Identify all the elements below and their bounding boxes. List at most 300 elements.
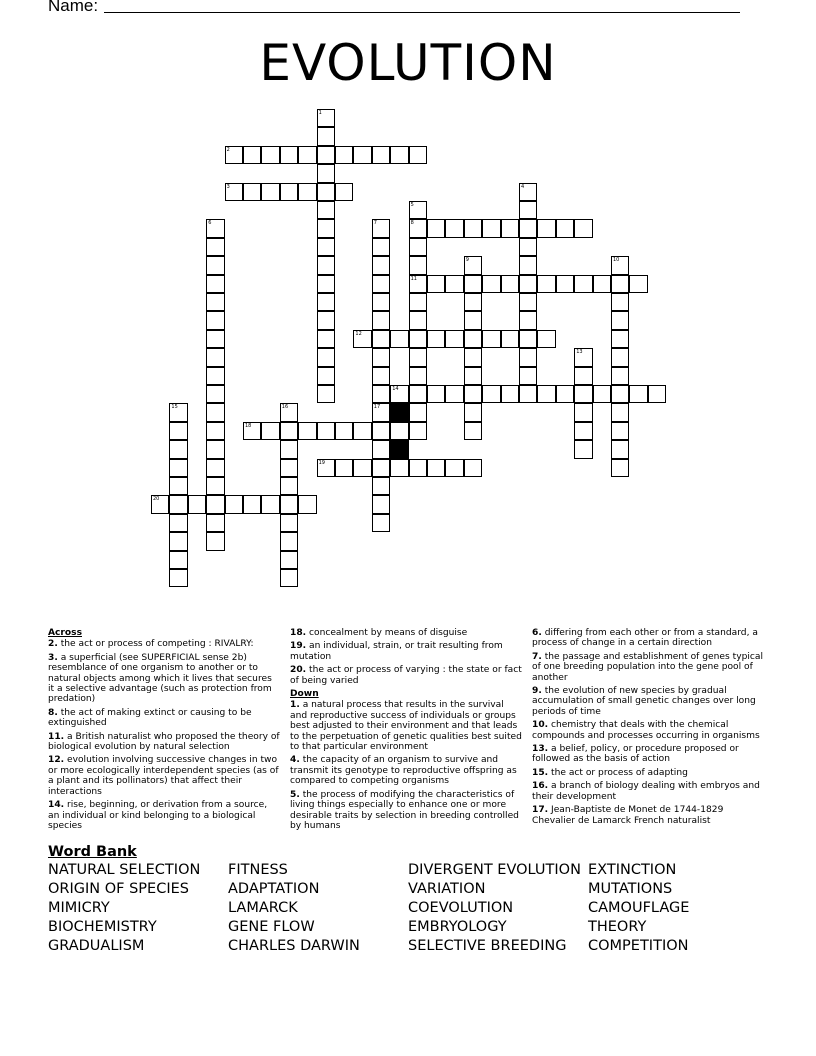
crossword-cell[interactable] — [464, 219, 482, 237]
word-bank-item: GRADUALISM — [48, 938, 145, 954]
crossword-cell[interactable] — [445, 330, 463, 348]
across-clue — [48, 708, 280, 729]
crossword-cell[interactable] — [298, 422, 316, 440]
crossword-cell[interactable] — [372, 422, 390, 440]
crossword-cell[interactable] — [519, 183, 537, 201]
crossword-cell[interactable] — [169, 514, 187, 532]
down-clue — [532, 652, 764, 683]
crossword-cell[interactable] — [482, 219, 500, 237]
crossword-cell[interactable] — [409, 219, 427, 237]
crossword-cell[interactable] — [556, 275, 574, 293]
clue-text: the passage and establishment of genes typical of one breeding population into the gene pool of another — [532, 651, 763, 683]
crossword-cell[interactable] — [261, 422, 279, 440]
crossword-cell[interactable] — [169, 551, 187, 569]
black-square — [390, 440, 408, 458]
word-bank-item: MIMICRY — [48, 900, 110, 916]
crossword-cell[interactable] — [206, 275, 224, 293]
clue-number-label: 4. — [290, 755, 300, 766]
down-clue — [532, 781, 764, 802]
crossword-cell[interactable] — [317, 201, 335, 219]
crossword-cell[interactable] — [261, 183, 279, 201]
crossword-cell[interactable] — [611, 459, 629, 477]
crossword-cell[interactable] — [464, 311, 482, 329]
crossword-cell[interactable] — [317, 256, 335, 274]
clue-number-label: 8. — [48, 707, 58, 718]
crossword-cell[interactable] — [409, 422, 427, 440]
clue-number: 14 — [392, 386, 399, 392]
crossword-cell[interactable] — [501, 275, 519, 293]
crossword-cell[interactable] — [372, 256, 390, 274]
crossword-cell[interactable] — [206, 348, 224, 366]
word-bank-item: COMPETITION — [588, 938, 689, 954]
crossword-cell[interactable] — [335, 183, 353, 201]
crossword-cell[interactable] — [280, 459, 298, 477]
crossword-cell[interactable] — [574, 422, 592, 440]
clue-text: differing from each other or from a standard, a process of change in a certain direction — [532, 628, 758, 649]
crossword-cell[interactable] — [169, 532, 187, 550]
crossword-cell[interactable] — [390, 330, 408, 348]
crossword-cell[interactable] — [445, 219, 463, 237]
crossword-cell[interactable] — [372, 330, 390, 348]
crossword-cell[interactable] — [206, 403, 224, 421]
crossword-cell[interactable] — [317, 275, 335, 293]
crossword-cell[interactable] — [206, 495, 224, 513]
clue-number-label: 6. — [532, 628, 542, 638]
clue-text: the process of modifying the characteristics of living things especially to enhance one or more desirable traits by selection in breeding controlled by humans — [290, 789, 519, 831]
crossword-cell[interactable] — [482, 275, 500, 293]
crossword-cell[interactable] — [519, 201, 537, 219]
crossword-cell[interactable] — [501, 219, 519, 237]
word-bank-title: Word Bank — [48, 844, 137, 860]
crossword-cell[interactable] — [280, 183, 298, 201]
crossword-cell[interactable] — [372, 146, 390, 164]
crossword-cell[interactable] — [427, 459, 445, 477]
crossword-cell[interactable] — [317, 293, 335, 311]
word-bank-item: LAMARCK — [228, 900, 298, 916]
crossword-cell[interactable] — [574, 367, 592, 385]
crossword-cell[interactable] — [372, 219, 390, 237]
clue-text: the evolution of new species by gradual accumulation of small genetic changes over long periods of time — [532, 686, 756, 717]
clue-text: chemistry that deals with the chemical compounds and processes occurring in organisms — [532, 720, 760, 741]
clue-text: a branch of biology dealing with embryos and their development — [532, 781, 760, 802]
crossword-cell[interactable] — [464, 385, 482, 403]
clue-number: 2 — [226, 146, 230, 153]
crossword-cell[interactable] — [372, 440, 390, 458]
crossword-cell[interactable] — [519, 311, 537, 329]
crossword-cell[interactable] — [353, 459, 371, 477]
crossword-cell[interactable] — [574, 348, 592, 366]
crossword-cell[interactable] — [280, 495, 298, 513]
crossword-cell[interactable] — [574, 403, 592, 421]
crossword-cell[interactable] — [317, 385, 335, 403]
crossword-cell[interactable] — [206, 311, 224, 329]
crossword-cell[interactable] — [188, 495, 206, 513]
clue-number-label: 10. — [532, 720, 549, 731]
clue-number: 17 — [373, 404, 381, 411]
clue-text: a natural process that results in the survival and reproductive success of individuals or groups best adjusted to their environment and that leads to the perpetuation of genetic qualities best suited to that particular environment — [290, 700, 522, 753]
crossword-cell[interactable] — [519, 219, 537, 237]
crossword-cell[interactable] — [611, 367, 629, 385]
crossword-cell[interactable] — [574, 275, 592, 293]
crossword-cell[interactable] — [317, 183, 335, 201]
crossword-cell[interactable] — [464, 367, 482, 385]
crossword-cell[interactable] — [574, 440, 592, 458]
crossword-cell[interactable] — [464, 348, 482, 366]
crossword-cell[interactable] — [445, 275, 463, 293]
clue-text: evolution involving successive changes in two or more ecologically interdependent species (as of a plant and its pollinators) that affect their interactions — [48, 755, 279, 797]
crossword-cell[interactable] — [501, 330, 519, 348]
crossword-cell[interactable] — [206, 459, 224, 477]
crossword-cell[interactable] — [372, 293, 390, 311]
crossword-cell[interactable] — [280, 440, 298, 458]
crossword-cell[interactable] — [501, 385, 519, 403]
crossword-cell[interactable] — [317, 109, 335, 127]
crossword-cell[interactable] — [464, 275, 482, 293]
crossword-cell[interactable] — [537, 275, 555, 293]
crossword-cell[interactable] — [519, 275, 537, 293]
crossword-cell[interactable] — [372, 495, 390, 513]
crossword-cell[interactable] — [280, 532, 298, 550]
word-bank-item: THEORY — [588, 919, 647, 935]
crossword-cell[interactable] — [593, 385, 611, 403]
across-clue — [48, 800, 280, 831]
crossword-cell[interactable] — [206, 293, 224, 311]
crossword-cell[interactable] — [409, 201, 427, 219]
word-bank-item: EMBRYOLOGY — [408, 919, 507, 935]
clue-text: the capacity of an organism to survive and transmit its genotype to reproductive offspring as compared to competing organisms — [290, 755, 517, 787]
crossword-cell[interactable] — [390, 385, 408, 403]
down-clue — [290, 755, 522, 786]
crossword-cell[interactable] — [206, 422, 224, 440]
crossword-cell[interactable] — [519, 367, 537, 385]
crossword-cell[interactable] — [317, 127, 335, 145]
crossword-cell[interactable] — [427, 385, 445, 403]
across-clue — [290, 665, 522, 686]
crossword-cell[interactable] — [206, 477, 224, 495]
clue-number: 9 — [465, 257, 469, 264]
crossword-cell[interactable] — [519, 293, 537, 311]
crossword-cell[interactable] — [169, 422, 187, 440]
clue-column-3 — [532, 628, 764, 829]
crossword-cell[interactable] — [464, 422, 482, 440]
crossword-cell[interactable] — [206, 330, 224, 348]
down-heading: Down — [290, 689, 319, 700]
crossword-cell[interactable] — [206, 256, 224, 274]
crossword-cell[interactable] — [298, 495, 316, 513]
clue-number: 4 — [521, 183, 525, 190]
crossword-cell[interactable] — [169, 569, 187, 587]
crossword-cell[interactable] — [519, 385, 537, 403]
word-bank-item: CAMOUFLAGE — [588, 900, 690, 916]
crossword-cell[interactable] — [519, 256, 537, 274]
crossword-cell[interactable] — [611, 403, 629, 421]
clue-text: rise, beginning, or derivation from a source, an individual or kind belonging to a biological species — [48, 800, 268, 831]
crossword-cell[interactable] — [243, 146, 261, 164]
crossword-cell[interactable] — [372, 367, 390, 385]
crossword-cell[interactable] — [482, 385, 500, 403]
crossword-cell[interactable] — [427, 219, 445, 237]
across-clue — [48, 755, 280, 797]
word-bank-item: NATURAL SELECTION — [48, 862, 201, 878]
clue-number: 7 — [373, 220, 377, 227]
crossword-cell[interactable] — [409, 275, 427, 293]
page-title: EVOLUTION — [259, 34, 557, 92]
clue-number-label: 3. — [48, 652, 58, 663]
clue-text: the act or process of varying : the state or fact of being varied — [290, 665, 522, 686]
crossword-cell[interactable] — [537, 219, 555, 237]
clue-number-label: 1. — [290, 700, 300, 711]
crossword-cell[interactable] — [317, 146, 335, 164]
crossword-cell[interactable] — [629, 275, 647, 293]
crossword-cell[interactable] — [409, 256, 427, 274]
crossword-cell[interactable] — [409, 238, 427, 256]
clue-text: the act or process of competing : RIVALRY: — [57, 639, 254, 650]
clue-number: 11 — [410, 275, 417, 282]
down-clue — [290, 700, 522, 752]
crossword-cell[interactable] — [409, 348, 427, 366]
crossword-cell[interactable] — [372, 403, 390, 421]
clue-number-label: 15. — [532, 767, 549, 778]
crossword-cell[interactable] — [593, 275, 611, 293]
clue-number: 3 — [226, 183, 230, 190]
clue-number: 15 — [171, 404, 178, 411]
clue-column-1 — [48, 628, 280, 834]
crossword-cell[interactable] — [445, 459, 463, 477]
crossword-cell[interactable] — [225, 146, 243, 164]
clue-number: 20 — [153, 496, 160, 503]
word-bank-item: ADAPTATION — [228, 881, 320, 897]
crossword-cell[interactable] — [206, 219, 224, 237]
crossword-cell[interactable] — [409, 367, 427, 385]
crossword-cell[interactable] — [409, 385, 427, 403]
across-clue — [48, 732, 280, 753]
across-clue — [290, 641, 522, 662]
clue-number-label: 12. — [48, 755, 65, 766]
crossword-cell[interactable] — [317, 330, 335, 348]
down-clue — [532, 768, 764, 778]
down-clue — [532, 805, 764, 826]
crossword-cell[interactable] — [519, 330, 537, 348]
crossword-cell[interactable] — [317, 238, 335, 256]
crossword-cell[interactable] — [206, 385, 224, 403]
crossword-cell[interactable] — [169, 459, 187, 477]
crossword-cell[interactable] — [409, 311, 427, 329]
crossword-cell[interactable] — [390, 422, 408, 440]
crossword-cell[interactable] — [372, 385, 390, 403]
crossword-cell[interactable] — [169, 403, 187, 421]
crossword-cell[interactable] — [353, 330, 371, 348]
word-bank-item: CHARLES DARWIN — [228, 938, 360, 954]
crossword-cell[interactable] — [574, 219, 592, 237]
clue-number: 1 — [318, 110, 322, 116]
crossword-cell[interactable] — [151, 495, 169, 513]
crossword-cell[interactable] — [317, 311, 335, 329]
clue-text: a British naturalist who proposed the theory of biological evolution by natural selection — [48, 731, 280, 753]
down-clue — [532, 720, 764, 741]
clue-number: 19 — [318, 459, 325, 466]
crossword-cell[interactable] — [445, 385, 463, 403]
crossword-cell[interactable] — [464, 459, 482, 477]
crossword-cell[interactable] — [464, 403, 482, 421]
crossword-cell[interactable] — [611, 293, 629, 311]
clue-text: the act or process of adapting — [548, 767, 688, 778]
clue-number: 6 — [208, 220, 212, 227]
crossword-cell[interactable] — [317, 459, 335, 477]
crossword-cell[interactable] — [372, 459, 390, 477]
clue-number: 12 — [355, 330, 362, 337]
crossword-cell[interactable] — [169, 477, 187, 495]
crossword-cell[interactable] — [317, 164, 335, 182]
clue-number: 5 — [410, 202, 414, 208]
crossword-cell[interactable] — [298, 183, 316, 201]
crossword-cell[interactable] — [390, 146, 408, 164]
clue-number-label: 20. — [290, 665, 307, 676]
across-clue — [48, 639, 280, 649]
down-clue — [532, 744, 764, 765]
word-bank-item: EXTINCTION — [588, 862, 677, 878]
clue-number-label: 5. — [290, 789, 300, 800]
clue-text: the act of making extinct or causing to be extinguished — [48, 707, 252, 729]
crossword-cell[interactable] — [206, 367, 224, 385]
crossword-cell[interactable] — [409, 330, 427, 348]
clue-number: 8 — [410, 220, 414, 227]
crossword-cell[interactable] — [390, 459, 408, 477]
across-heading: Across — [48, 628, 82, 638]
clue-number: 18 — [245, 422, 252, 429]
crossword-cell[interactable] — [372, 348, 390, 366]
clue-number-label: 7. — [532, 651, 542, 662]
clue-text: a belief, policy, or procedure proposed or followed as the basis of action — [532, 744, 739, 765]
crossword-cell[interactable] — [372, 238, 390, 256]
clue-text: concealment by means of disguise — [306, 628, 468, 638]
crossword-cell[interactable] — [243, 422, 261, 440]
clue-number-label: 19. — [290, 641, 307, 652]
crossword-cell[interactable] — [611, 275, 629, 293]
crossword-cell[interactable] — [574, 385, 592, 403]
crossword-cell[interactable] — [353, 422, 371, 440]
crossword-cell[interactable] — [537, 385, 555, 403]
down-clue — [532, 628, 764, 649]
clue-text: an individual, strain, or trait resulting from mutation — [290, 641, 503, 662]
crossword-cell[interactable] — [611, 385, 629, 403]
crossword-cell[interactable] — [648, 385, 666, 403]
crossword-cell[interactable] — [611, 348, 629, 366]
crossword-cell[interactable] — [464, 256, 482, 274]
crossword-cell[interactable] — [611, 440, 629, 458]
clue-number-label: 2. — [48, 639, 58, 650]
clue-number-label: 17. — [532, 805, 549, 816]
crossword-cell[interactable] — [225, 495, 243, 513]
crossword-cell[interactable] — [335, 146, 353, 164]
crossword-cell[interactable] — [280, 477, 298, 495]
clue-column-2 — [290, 628, 522, 834]
word-bank-item: ORIGIN OF SPECIES — [48, 881, 189, 897]
crossword-cell[interactable] — [464, 293, 482, 311]
crossword-cell[interactable] — [280, 422, 298, 440]
clue-number: 16 — [281, 404, 289, 411]
crossword-cell[interactable] — [409, 459, 427, 477]
crossword-cell[interactable] — [519, 238, 537, 256]
crossword-cell[interactable] — [280, 551, 298, 569]
word-bank-item: DIVERGENT EVOLUTION — [408, 862, 581, 878]
crossword-cell[interactable] — [169, 495, 187, 513]
crossword-cell[interactable] — [482, 330, 500, 348]
crossword-cell[interactable] — [427, 275, 445, 293]
crossword-cell[interactable] — [611, 256, 629, 274]
crossword-cell[interactable] — [206, 532, 224, 550]
clue-number-label: 16. — [532, 781, 549, 792]
crossword-cell[interactable] — [243, 495, 261, 513]
crossword-cell[interactable] — [169, 440, 187, 458]
clue-text: Jean-Baptiste de Monet de 1744-1829 Chevalier de Lamarck French naturalist — [532, 805, 724, 826]
crossword-cell[interactable] — [280, 514, 298, 532]
across-clue — [290, 628, 522, 638]
across-clue — [48, 653, 280, 705]
word-bank-item: BIOCHEMISTRY — [48, 919, 157, 935]
down-clue — [290, 790, 522, 832]
clue-number-label: 13. — [532, 744, 549, 755]
crossword-cell[interactable] — [409, 403, 427, 421]
crossword-cell[interactable] — [409, 293, 427, 311]
word-bank-item: GENE FLOW — [228, 919, 315, 935]
crossword-cell[interactable] — [611, 422, 629, 440]
crossword-cell[interactable] — [280, 146, 298, 164]
crossword-cell[interactable] — [372, 311, 390, 329]
crossword-cell[interactable] — [298, 146, 316, 164]
crossword-cell[interactable] — [353, 146, 371, 164]
crossword-cell[interactable] — [519, 348, 537, 366]
clue-number: 13 — [576, 349, 583, 356]
name-label: Name: — [48, 0, 99, 15]
crossword-cell[interactable] — [335, 459, 353, 477]
clue-number-label: 9. — [532, 686, 542, 697]
crossword-cell[interactable] — [372, 477, 390, 495]
crossword-cell[interactable] — [556, 219, 574, 237]
crossword-cell[interactable] — [206, 238, 224, 256]
down-clue — [532, 686, 764, 717]
black-square — [390, 403, 408, 421]
crossword-cell[interactable] — [611, 330, 629, 348]
crossword-cell[interactable] — [243, 183, 261, 201]
crossword-cell[interactable] — [261, 495, 279, 513]
crossword-cell[interactable] — [317, 367, 335, 385]
crossword-cell[interactable] — [317, 348, 335, 366]
crossword-cell[interactable] — [427, 330, 445, 348]
clue-number-label: 11. — [48, 731, 65, 742]
crossword-cell[interactable] — [317, 422, 335, 440]
crossword-cell[interactable] — [261, 146, 279, 164]
clue-number-label: 18. — [290, 628, 307, 638]
crossword-cell[interactable] — [372, 514, 390, 532]
crossword-cell[interactable] — [629, 385, 647, 403]
crossword-cell[interactable] — [335, 422, 353, 440]
word-bank-item: MUTATIONS — [588, 881, 673, 897]
crossword-cell[interactable] — [317, 219, 335, 237]
crossword-cell[interactable] — [206, 514, 224, 532]
crossword-cell[interactable] — [464, 330, 482, 348]
crossword-cell[interactable] — [206, 440, 224, 458]
crossword-cell[interactable] — [280, 569, 298, 587]
crossword-cell[interactable] — [372, 275, 390, 293]
clue-text: a superficial (see SUPERFICIAL sense 2b) resemblance of one organism to another or to natural objects among which it lives that secures it a selective advantage (such as protection from predation) — [48, 652, 272, 705]
crossword-cell[interactable] — [611, 311, 629, 329]
crossword-cell[interactable] — [556, 385, 574, 403]
crossword-cell[interactable] — [537, 330, 555, 348]
crossword-cell[interactable] — [225, 183, 243, 201]
clue-number: 10 — [613, 257, 620, 264]
crossword-cell[interactable] — [280, 403, 298, 421]
crossword-cell[interactable] — [409, 146, 427, 164]
